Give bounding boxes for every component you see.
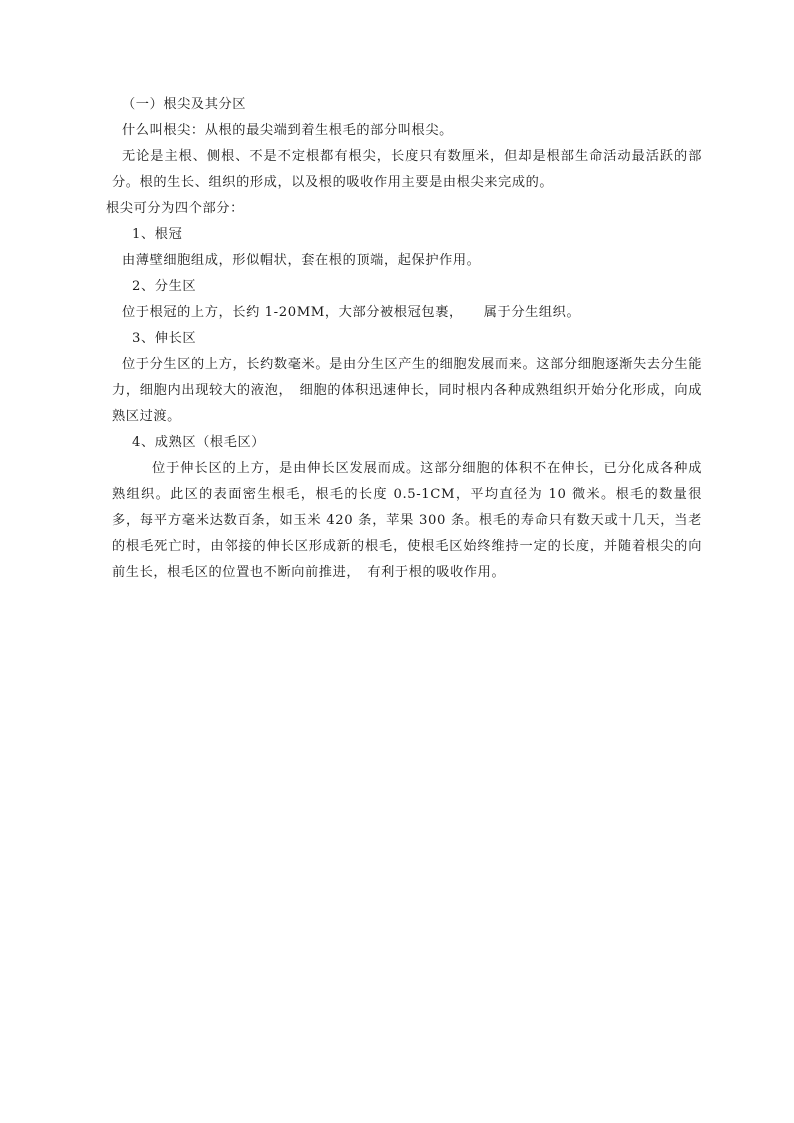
part-3-body: 位于分生区的上方，长约数毫米。是由分生区产生的细胞发展而来。这部分细胞逐渐失去分生能力，细胞内出现较大的液泡， 细胞的体积迅速伸长，同时根内各种成熟组织开始分化形成，向成熟区过渡。 [112, 357, 702, 424]
document-body [106, 92, 702, 586]
intro-paragraph: 无论是主根、侧根、不是不定根都有根尖，长度只有数厘米，但却是根部生命活动最活跃的部分。根的生长、组织的形成，以及根的吸收作用主要是由根尖来完成的。 [112, 149, 702, 190]
section-heading: （一）根尖及其分区 [122, 97, 247, 112]
parts-intro: 根尖可分为四个部分： [106, 201, 244, 216]
part-1-title: 1、根冠 [132, 227, 183, 242]
definition-paragraph: 什么叫根尖：从根的最尖端到着生根毛的部分叫根尖。 [122, 123, 453, 138]
part-4-title: 4、成熟区（根毛区） [132, 435, 266, 450]
part-3-title: 3、伸长区 [132, 331, 197, 346]
part-4-body: 位于伸长区的上方，是由伸长区发展而成。这部分细胞的体积不在伸长，已分化成各种成熟组织。此区的表面密生根毛，根毛的长度 0.5-1CM，平均直径为 10 微米。根毛的数量很多，每平方毫米达数百条，如玉米 420 条，苹果 300 条。根毛的寿命只有数天或十几天，当老的根毛死亡时，由邻接的伸长区形成新的根毛，使根毛区始终维持一定的长度，并随着根尖的向前生长，根毛区的位置也不断向前推进， 有利于根的吸收作用。 [112, 461, 702, 580]
part-2-title: 2、分生区 [132, 279, 197, 294]
part-1-body: 由薄壁细胞组成，形似帽状，套在根的顶端，起保护作用。 [122, 253, 481, 268]
part-2-body: 位于根冠的上方，长约 1-20MM，大部分被根冠包裹， 属于分生组织。 [122, 305, 581, 320]
